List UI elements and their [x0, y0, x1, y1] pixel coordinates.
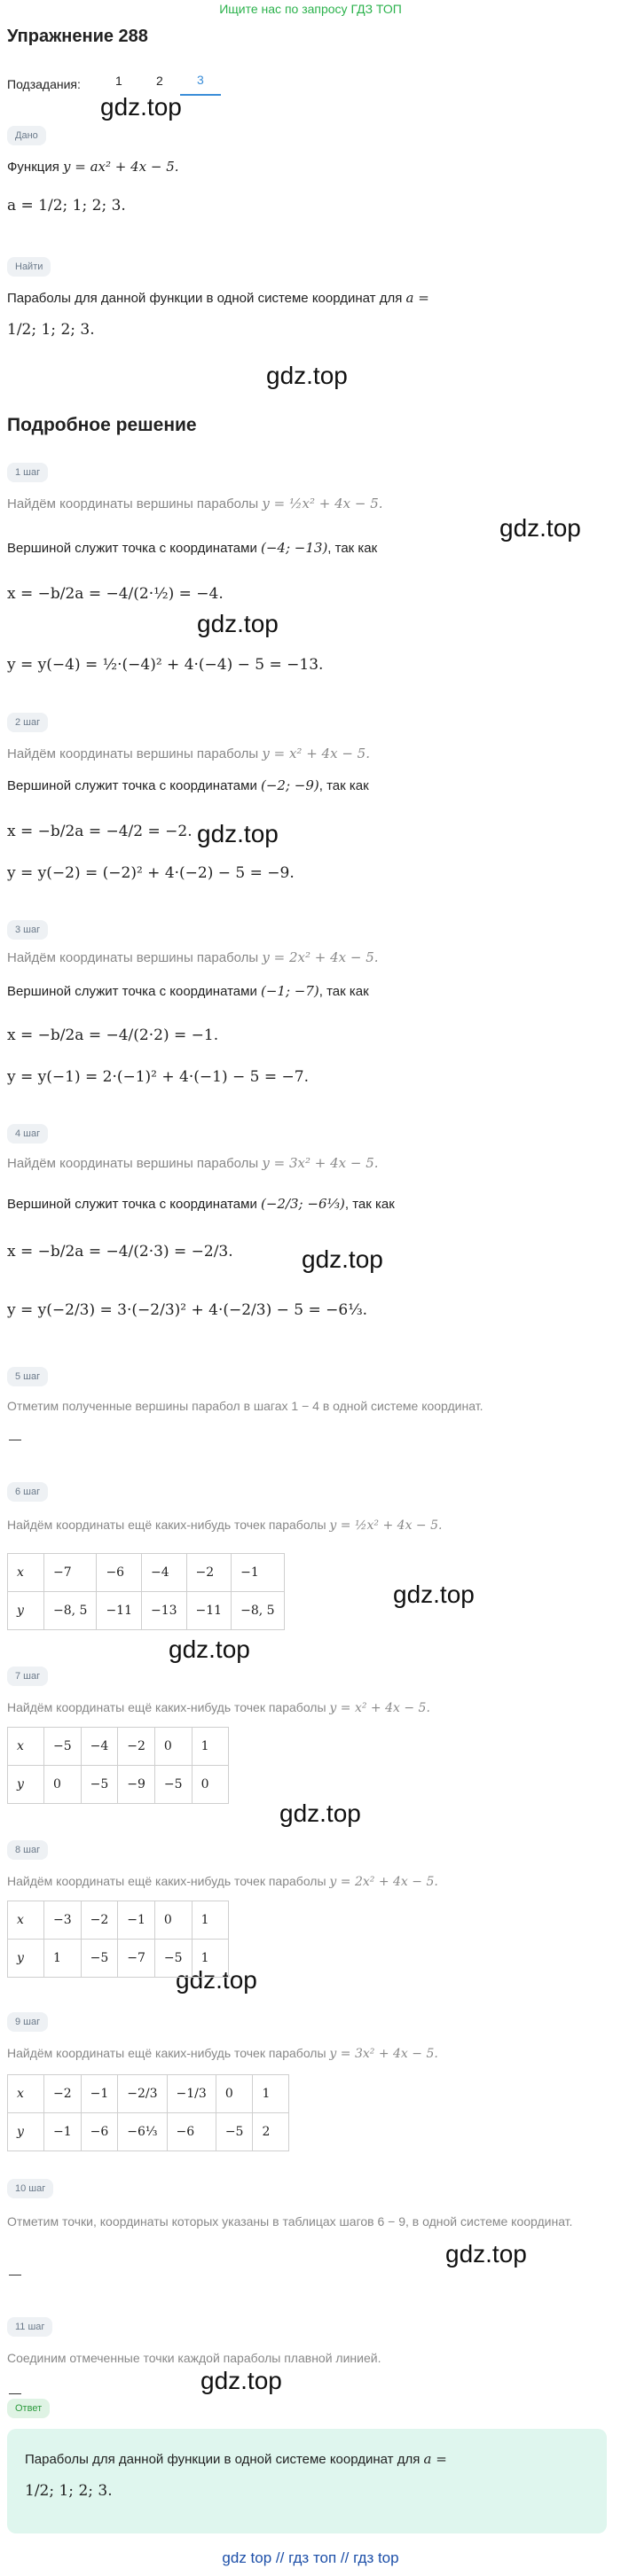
- table-row: [8, 1940, 229, 1978]
- step-desc: Найдём координаты вершины параболы: [7, 1156, 259, 1171]
- find-tag: Найти: [7, 257, 51, 277]
- watermark: gdz.top: [499, 514, 581, 542]
- table-header-x: x: [8, 1728, 44, 1766]
- step-text: [7, 495, 383, 514]
- table-row: [8, 1728, 229, 1766]
- top-banner[interactable]: Ищите нас по запросу ГДЗ ТОП: [219, 2, 402, 16]
- step-x-line: x = −b/2a = −4/(2·2) = −1.: [7, 1026, 219, 1044]
- table-cell: −8, 5: [44, 1592, 97, 1630]
- answer-box: [7, 2429, 607, 2533]
- table-header-y: y: [8, 1766, 44, 1804]
- answer-text-main: Параболы для данной функции в одной системе координат для: [25, 2452, 421, 2467]
- watermark: gdz.top: [200, 2367, 282, 2394]
- table-row: [8, 1592, 285, 1630]
- table-cell: −2: [186, 1554, 232, 1592]
- given-tag: Дано: [7, 126, 46, 145]
- table-cell: −6: [97, 1554, 142, 1592]
- table-cell: 0: [216, 2075, 253, 2113]
- table-cell: −2/3: [118, 2075, 167, 2113]
- values-table: [7, 1901, 229, 1978]
- step-func: y = ½x² + 4x − 5.: [329, 1518, 443, 1533]
- step-y-line: y = y(−4) = ½·(−4)² + 4·(−4) − 5 = −13.: [7, 656, 324, 674]
- table-cell: −6: [81, 2113, 118, 2151]
- step-tag: 4 шаг: [7, 1124, 48, 1144]
- table-cell: −4: [142, 1554, 187, 1592]
- vertex-value: (−2/3; −6⅓): [261, 1196, 345, 1212]
- table-cell: 1: [192, 1728, 228, 1766]
- vertex-tail: , так как: [318, 984, 369, 999]
- table-cell: −11: [97, 1592, 142, 1630]
- given-prefix: Функция: [7, 160, 59, 175]
- vertex-text: Вершиной служит точка с координатами: [7, 778, 257, 793]
- step-desc: Найдём координаты ещё каких-нибудь точек параболы: [7, 2046, 326, 2060]
- step-y-line: y = y(−2/3) = 3·(−2/3)² + 4·(−2/3) − 5 = −6⅓.: [7, 1301, 368, 1319]
- table-cell: −8, 5: [232, 1592, 284, 1630]
- step-text: [7, 1872, 438, 1891]
- table-cell: −6⅓: [118, 2113, 167, 2151]
- table-header-x: x: [8, 1554, 44, 1592]
- given-a-values: a = 1/2; 1; 2; 3.: [7, 197, 126, 215]
- step-tag: 10 шаг: [7, 2179, 53, 2198]
- table-row: [8, 2075, 289, 2113]
- exercise-title: Упражнение 288: [7, 27, 148, 46]
- step-y-line: y = y(−2) = (−2)² + 4·(−2) − 5 = −9.: [7, 864, 295, 882]
- step-tag: 11 шаг: [7, 2317, 52, 2337]
- table-cell: −5: [44, 1728, 82, 1766]
- step-func: y = x² + 4x − 5.: [262, 745, 370, 761]
- answer-text: [25, 2450, 447, 2470]
- given-formula: y = ax² + 4x − 5.: [63, 159, 179, 175]
- vertex-text: Вершиной служит точка с координатами: [7, 984, 257, 999]
- find-a-var: a =: [405, 290, 429, 306]
- find-text: [7, 289, 429, 308]
- table-cell: −5: [154, 1766, 192, 1804]
- table-row: [8, 1554, 285, 1592]
- step-desc: Найдём координаты вершины параболы: [7, 950, 259, 965]
- table-cell: −3: [44, 1901, 82, 1940]
- watermark: gdz.top: [100, 93, 182, 121]
- step-tag: 8 шаг: [7, 1840, 48, 1860]
- table-cell: −2: [44, 2075, 82, 2113]
- divider-dash: [9, 2393, 21, 2394]
- vertex-value: (−2; −9): [261, 777, 319, 793]
- vertex-value: (−4; −13): [261, 540, 328, 556]
- table-header-x: x: [8, 1901, 44, 1940]
- tab-1[interactable]: 1: [115, 74, 122, 88]
- watermark: gdz.top: [266, 362, 348, 389]
- table-cell: 1: [44, 1940, 82, 1978]
- watermark: gdz.top: [393, 1581, 475, 1608]
- table-cell: 0: [44, 1766, 82, 1804]
- step-text: [7, 948, 379, 968]
- step-desc: Найдём координаты ещё каких-нибудь точек параболы: [7, 1518, 326, 1532]
- answer-tag: Ответ: [7, 2399, 50, 2418]
- step-tag: 3 шаг: [7, 920, 48, 940]
- step-y-line: y = y(−1) = 2·(−1)² + 4·(−1) − 5 = −7.: [7, 1068, 309, 1086]
- table-cell: −2: [118, 1728, 155, 1766]
- step-func: y = x² + 4x − 5.: [329, 1701, 430, 1715]
- watermark: gdz.top: [169, 1635, 250, 1663]
- step-desc: Найдём координаты вершины параболы: [7, 746, 259, 761]
- tab-2[interactable]: 2: [156, 74, 163, 88]
- step-tag: 7 шаг: [7, 1667, 48, 1686]
- table-cell: 1: [253, 2075, 289, 2113]
- table-cell: −5: [216, 2113, 253, 2151]
- answer-values: 1/2; 1; 2; 3.: [25, 2482, 113, 2500]
- table-cell: 1: [192, 1940, 228, 1978]
- watermark: gdz.top: [445, 2240, 527, 2268]
- step-tag: 6 шаг: [7, 1482, 48, 1502]
- table-cell: −1: [118, 1901, 155, 1940]
- table-cell: −6: [167, 2113, 216, 2151]
- step-func: y = 2x² + 4x − 5.: [262, 949, 379, 965]
- table-cell: 0: [154, 1728, 192, 1766]
- table-cell: −5: [154, 1940, 192, 1978]
- table-cell: −2: [81, 1901, 118, 1940]
- table-row: [8, 1766, 229, 1804]
- table-cell: −5: [81, 1940, 118, 1978]
- values-table: [7, 2074, 289, 2151]
- vertex-text: Вершиной служит точка с координатами: [7, 541, 257, 556]
- table-header-x: x: [8, 2075, 44, 2113]
- given-function: [7, 158, 179, 177]
- step-vertex: [7, 777, 369, 796]
- step-text: [7, 1516, 442, 1534]
- table-cell: −13: [142, 1592, 187, 1630]
- step-tag: 9 шаг: [7, 2012, 48, 2032]
- table-cell: −5: [81, 1766, 118, 1804]
- table-cell: −1/3: [167, 2075, 216, 2113]
- table-cell: −7: [118, 1940, 155, 1978]
- watermark: gdz.top: [279, 1799, 361, 1827]
- values-table: [7, 1553, 285, 1630]
- step-text: [7, 1154, 379, 1174]
- step-text: [7, 745, 370, 764]
- table-header-y: y: [8, 1940, 44, 1978]
- table-cell: −7: [44, 1554, 97, 1592]
- step-x-line: x = −b/2a = −4/(2·½) = −4.: [7, 585, 224, 603]
- watermark: gdz.top: [176, 1966, 257, 1994]
- step-text: Отметим полученные вершины парабол в шагах 1 − 4 в одной системе координат.: [7, 1399, 483, 1413]
- watermark: gdz.top: [197, 610, 279, 637]
- step-text: Отметим точки, координаты которых указаны в таблицах шагов 6 − 9, в одной системе координат.: [7, 2214, 573, 2229]
- watermark: gdz.top: [302, 1245, 383, 1273]
- step-func: y = 2x² + 4x − 5.: [329, 1875, 438, 1889]
- step-x-line: x = −b/2a = −4/2 = −2.: [7, 823, 193, 840]
- step-tag: 5 шаг: [7, 1367, 48, 1386]
- vertex-value: (−1; −7): [261, 983, 319, 999]
- step-vertex: [7, 539, 377, 558]
- table-cell: −1: [81, 2075, 118, 2113]
- table-header-y: y: [8, 2113, 44, 2151]
- step-desc: Найдём координаты ещё каких-нибудь точек параболы: [7, 1874, 326, 1888]
- table-cell: −9: [118, 1766, 155, 1804]
- vertex-tail: , так как: [344, 1197, 395, 1212]
- step-vertex: [7, 1195, 395, 1214]
- table-cell: −11: [186, 1592, 232, 1630]
- step-vertex: [7, 982, 369, 1002]
- find-values: 1/2; 1; 2; 3.: [7, 321, 95, 339]
- step-desc: Найдём координаты ещё каких-нибудь точек параболы: [7, 1700, 326, 1714]
- table-cell: −1: [232, 1554, 284, 1592]
- table-row: [8, 2113, 289, 2151]
- table-cell: 1: [192, 1901, 228, 1940]
- table-cell: 0: [154, 1901, 192, 1940]
- table-row: [8, 1901, 229, 1940]
- step-text: Соединим отмеченные точки каждой параболы плавной линией.: [7, 2351, 381, 2365]
- step-text: [7, 1698, 430, 1717]
- table-cell: −4: [81, 1728, 118, 1766]
- step-func: y = ½x² + 4x − 5.: [262, 496, 383, 511]
- vertex-text: Вершиной служит точка с координатами: [7, 1197, 257, 1212]
- table-header-y: y: [8, 1592, 44, 1630]
- table-cell: 2: [253, 2113, 289, 2151]
- subtasks-label: Подзадания:: [7, 77, 81, 91]
- step-desc: Найдём координаты вершины параболы: [7, 496, 259, 511]
- watermark: gdz.top: [197, 820, 279, 847]
- step-tag: 1 шаг: [7, 463, 48, 482]
- find-text-main: Параболы для данной функции в одной системе координат для: [7, 291, 403, 306]
- vertex-tail: , так как: [318, 778, 369, 793]
- step-func: y = 3x² + 4x − 5.: [262, 1155, 379, 1171]
- vertex-tail: , так как: [327, 541, 378, 556]
- table-cell: −1: [44, 2113, 82, 2151]
- answer-a-var: a =: [423, 2451, 447, 2467]
- step-text: [7, 2044, 438, 2063]
- step-tag: 2 шаг: [7, 713, 48, 732]
- solution-title: Подробное решение: [7, 415, 197, 435]
- step-x-line: x = −b/2a = −4/(2·3) = −2/3.: [7, 1243, 233, 1261]
- values-table: [7, 1727, 229, 1804]
- tab-3[interactable]: 3: [180, 73, 221, 96]
- footer-links[interactable]: gdz top // гдз топ // гдз top: [222, 2549, 399, 2566]
- step-func: y = 3x² + 4x − 5.: [329, 2047, 438, 2061]
- table-cell: 0: [192, 1766, 228, 1804]
